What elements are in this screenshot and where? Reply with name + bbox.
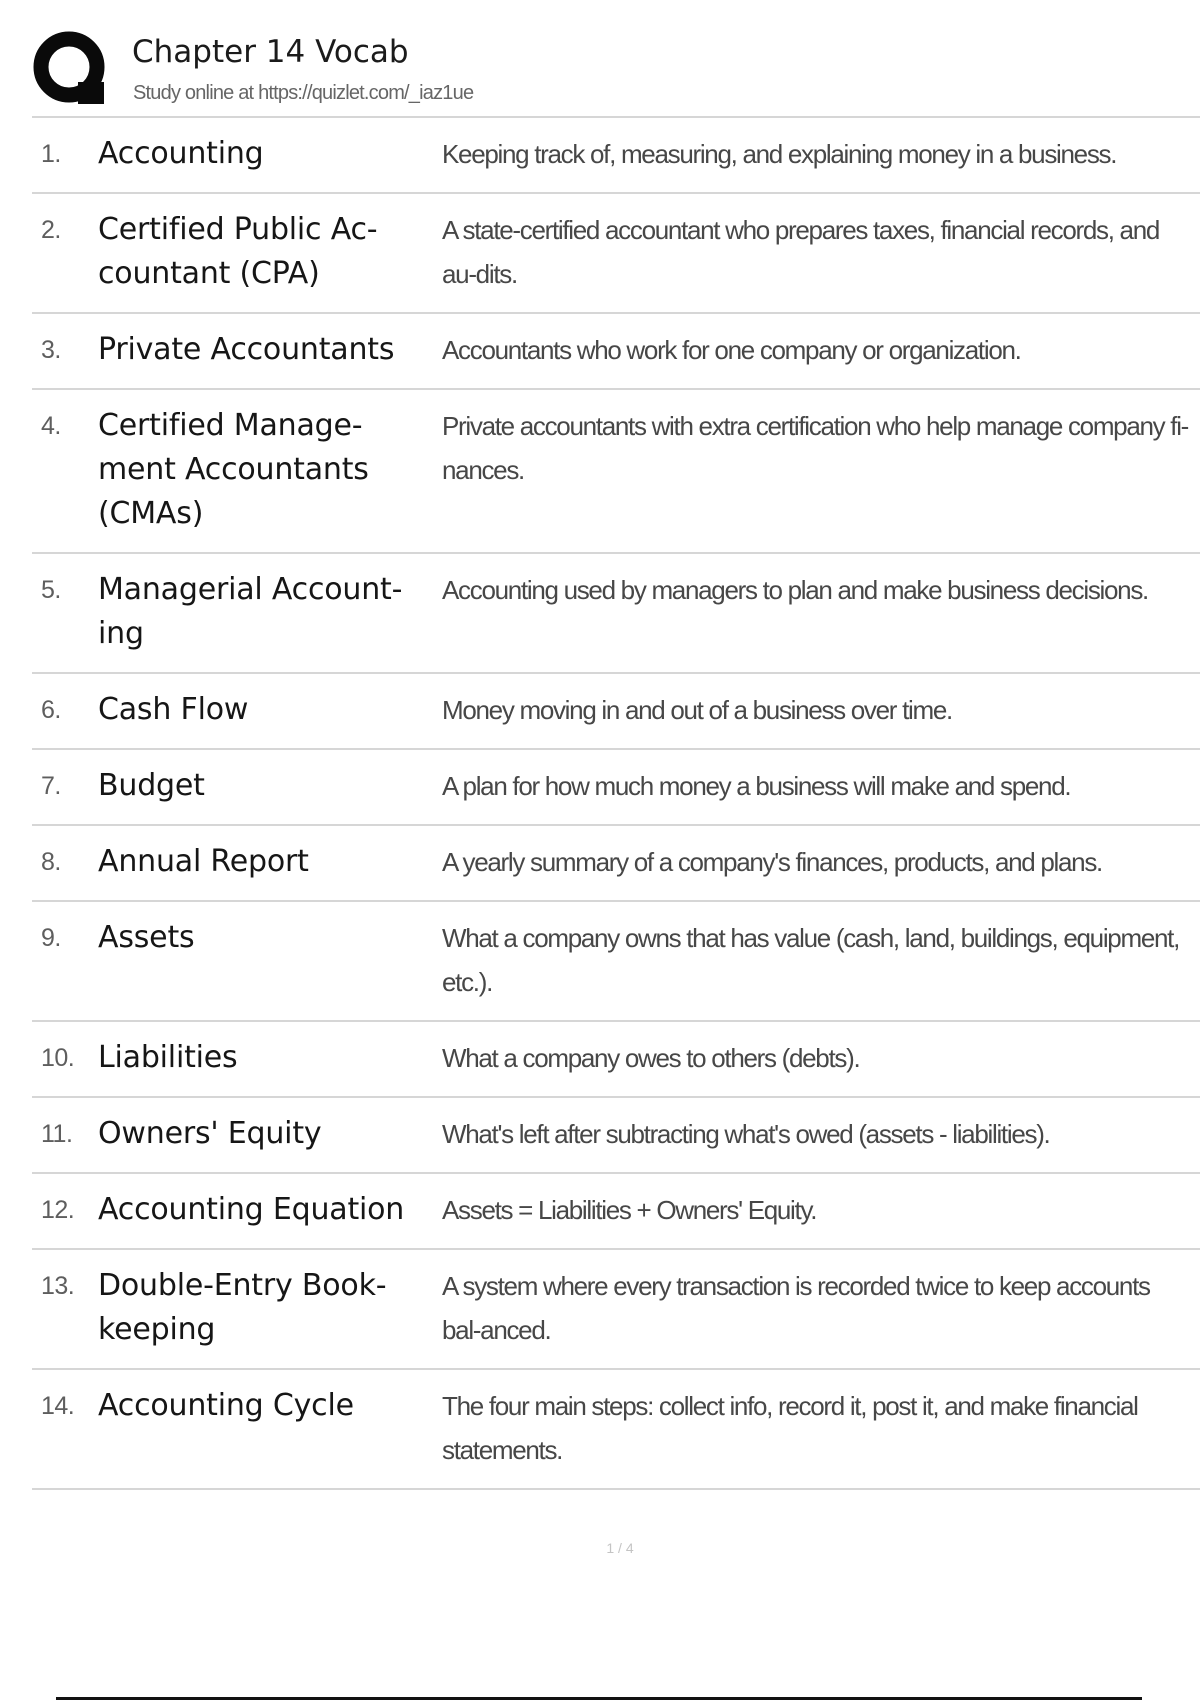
term-number: 7. (41, 772, 61, 800)
term-word: Accounting (98, 136, 264, 171)
vocab-row (32, 826, 1200, 902)
vocab-row (32, 1174, 1200, 1250)
vocab-row (32, 750, 1200, 826)
term-definition: Keeping track of, measuring, and explaining money in a business. (442, 139, 1117, 169)
vocab-row (32, 554, 1200, 674)
vocab-row (32, 902, 1200, 1022)
term-definition: Money moving in and out of a business over time. (442, 695, 952, 725)
page-title: Chapter 14 Vocab (132, 34, 409, 70)
term-word: Owners' Equity (98, 1116, 322, 1151)
term-number: 12. (41, 1196, 75, 1224)
vocab-row (32, 194, 1200, 314)
term-number: 9. (41, 924, 61, 952)
term-definition: A system where every transaction is recorded twice to keep accounts bal-anced. (442, 1271, 1150, 1345)
term-definition: What a company owes to others (debts). (442, 1043, 860, 1073)
term-word: Budget (98, 768, 205, 803)
vocab-row (32, 118, 1200, 194)
term-word: Accounting Equation (98, 1192, 405, 1227)
term-number: 2. (41, 216, 61, 244)
term-word: Annual Report (98, 844, 309, 879)
quizlet-q-logo-icon (32, 30, 112, 110)
term-number: 8. (41, 848, 61, 876)
term-definition: A plan for how much money a business will make and spend. (442, 771, 1071, 801)
term-word: Liabilities (98, 1040, 238, 1075)
term-definition: Accountants who work for one company or organization. (442, 335, 1021, 365)
term-word: Cash Flow (98, 692, 249, 727)
vocab-row (32, 674, 1200, 750)
term-definition: What a company owns that has value (cash, land, buildings, equipment, etc.). (442, 923, 1179, 997)
term-number: 1. (41, 140, 61, 168)
vocab-row (32, 1098, 1200, 1174)
term-word: Assets (98, 920, 195, 955)
vocab-row (32, 1022, 1200, 1098)
term-number: 3. (41, 336, 61, 364)
term-number: 6. (41, 696, 61, 724)
term-definition: Assets = Liabilities + Owners' Equity. (442, 1195, 817, 1225)
term-word: Double-Entry Book-keeping (98, 1268, 387, 1347)
term-word: Accounting Cycle (98, 1388, 354, 1423)
term-number: 5. (41, 576, 61, 604)
term-number: 13. (41, 1272, 75, 1300)
term-word: Private Accountants (98, 332, 395, 367)
vocab-row (32, 390, 1200, 554)
term-number: 14. (41, 1392, 75, 1420)
term-word: Managerial Account-ing (98, 572, 403, 651)
term-number: 10. (41, 1044, 75, 1072)
term-number: 11. (41, 1120, 73, 1148)
term-word: Certified Public Ac-countant (CPA) (98, 212, 378, 291)
vocab-row (32, 1250, 1200, 1370)
page-number: 1 / 4 (606, 1540, 634, 1556)
term-word: Certified Manage-ment Accountants (CMAs) (98, 408, 369, 531)
term-number: 4. (41, 412, 61, 440)
vocab-row (32, 1370, 1200, 1490)
term-definition: A state-certified accountant who prepares taxes, financial records, and au-dits. (442, 215, 1160, 289)
page-header (32, 30, 1200, 116)
term-definition: Private accountants with extra certification who help manage company fi-nances. (442, 411, 1189, 485)
term-definition: What's left after subtracting what's owed (assets - liabilities). (442, 1119, 1050, 1149)
vocab-list (32, 118, 1200, 1490)
study-online-link-text: Study online at https://quizlet.com/_iaz1ue (133, 82, 474, 104)
vocab-row (32, 314, 1200, 390)
term-definition: Accounting used by managers to plan and make business decisions. (442, 575, 1148, 605)
term-definition: A yearly summary of a company's finances, products, and plans. (442, 847, 1102, 877)
term-definition: The four main steps: collect info, record it, post it, and make financial statements. (442, 1391, 1138, 1465)
